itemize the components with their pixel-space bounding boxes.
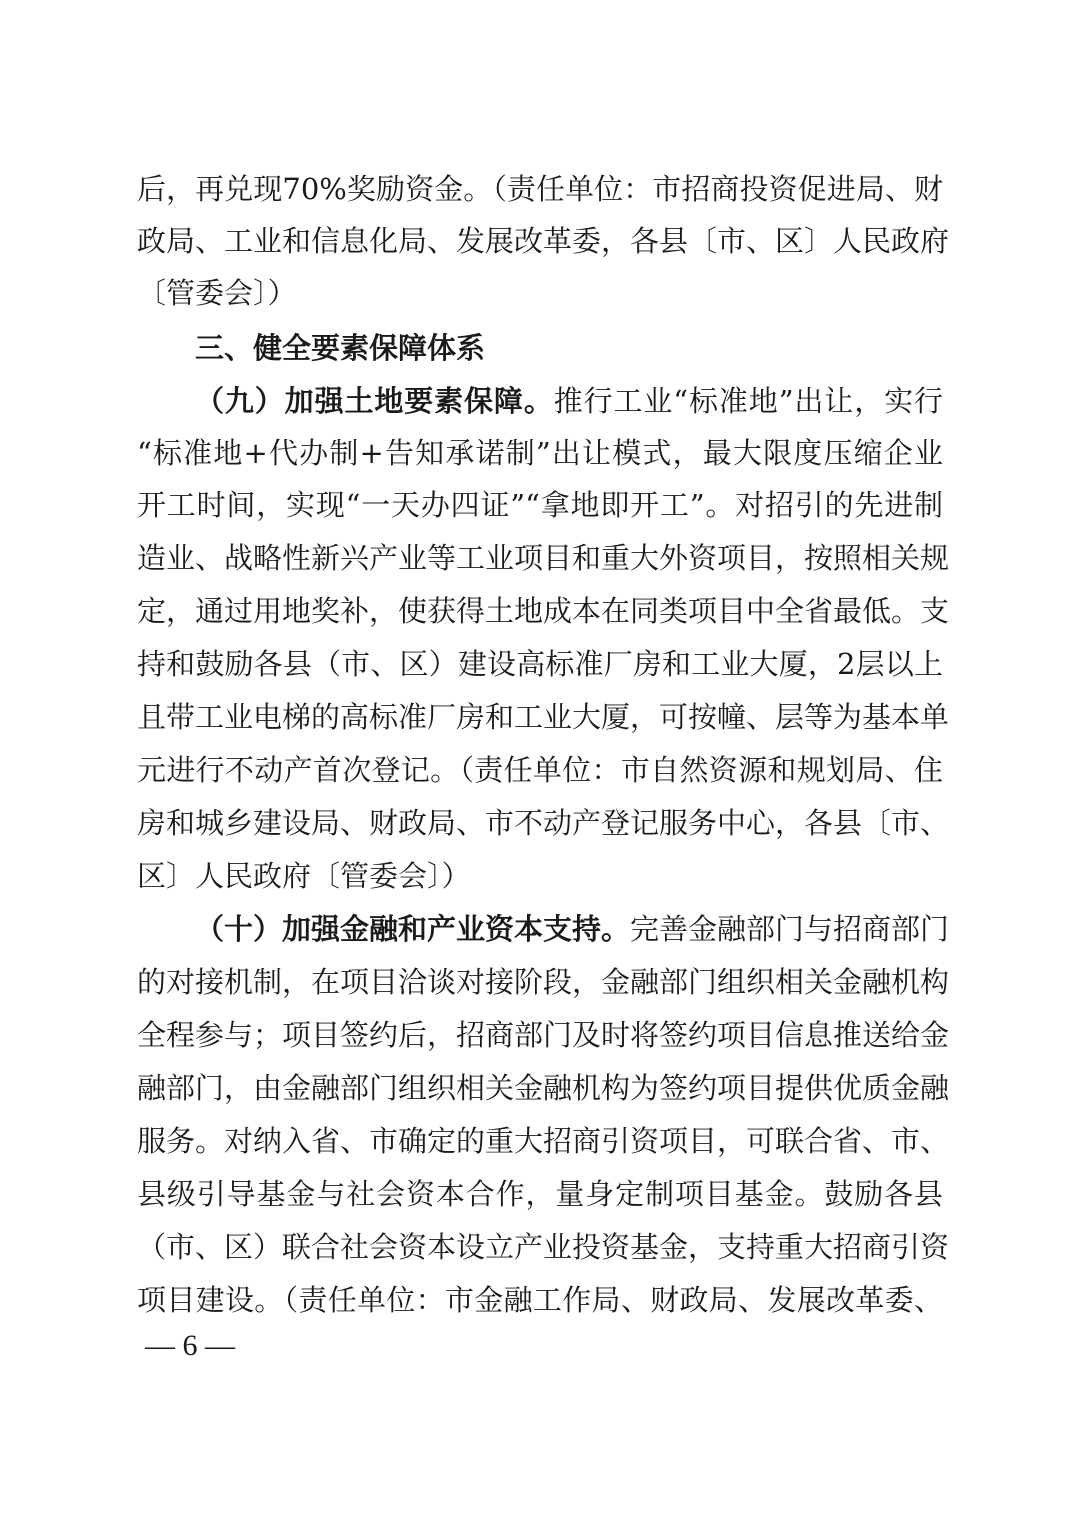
body-line-19: 服务。对纳入省、市确定的重大招商引资项目，可联合省、市、	[137, 1124, 950, 1158]
body-line-2: 政局、工业和信息化局、发展改革委，各县〔市、区〕人民政府	[137, 224, 950, 258]
section-heading: 三、健全要素保障体系	[195, 331, 486, 365]
paragraph-9-text: 推行工业“标准地”出让，实行	[553, 384, 943, 418]
paragraph-9-first-line	[195, 375, 943, 427]
body-line-17: 全程参与；项目签约后，招商部门及时将签约项目信息推送给金	[137, 1018, 950, 1052]
body-line-6: “标准地+代办制+告知承诺制”出让模式，最大限度压缩企业	[137, 436, 943, 470]
body-line-12: 元进行不动产首次登记。（责任单位：市自然资源和规划局、住	[137, 753, 943, 787]
paragraph-10-text: 完善金融部门与招商部门	[630, 912, 950, 946]
body-line-11: 且带工业电梯的高标准厂房和工业大厦，可按幢、层等为基本单	[137, 700, 950, 734]
body-line-22: 项目建设。（责任单位：市金融工作局、财政局、发展改革委、	[137, 1283, 943, 1317]
body-line-20: 县级引导基金与社会资本合作，量身定制项目基金。鼓励各县	[137, 1177, 943, 1211]
body-line-16: 的对接机制，在项目洽谈对接阶段，金融部门组织相关金融机构	[137, 965, 950, 999]
paragraph-10-first-line	[195, 903, 950, 955]
body-line-9: 定，通过用地奖补，使获得土地成本在同类项目中全省最低。支	[137, 594, 950, 628]
body-line-3: 〔管委会〕）	[137, 276, 297, 310]
body-line-1: 后，再兑现70%奖励资金。（责任单位：市招商投资促进局、财	[137, 172, 943, 206]
paragraph-10-lead: （十）加强金融和产业资本支持。	[195, 912, 631, 946]
body-line-10: 持和鼓励各县（市、区）建设高标准厂房和工业大厦，2层以上	[137, 647, 943, 681]
body-line-7: 开工时间，实现“一天办四证”“拿地即开工”。对招引的先进制	[137, 488, 943, 522]
page-number: — 6 —	[145, 1329, 235, 1362]
body-line-8: 造业、战略性新兴产业等工业项目和重大外资项目，按照相关规	[137, 541, 950, 575]
body-line-18: 融部门，由金融部门组织相关金融机构为签约项目提供优质金融	[137, 1071, 950, 1105]
paragraph-9-lead: （九）加强土地要素保障。	[195, 384, 554, 418]
body-line-13: 房和城乡建设局、财政局、市不动产登记服务中心，各县〔市、	[137, 806, 950, 840]
body-line-14: 区〕人民政府〔管委会〕）	[137, 859, 471, 893]
body-line-21: （市、区）联合社会资本设立产业投资基金，支持重大招商引资	[137, 1230, 950, 1264]
